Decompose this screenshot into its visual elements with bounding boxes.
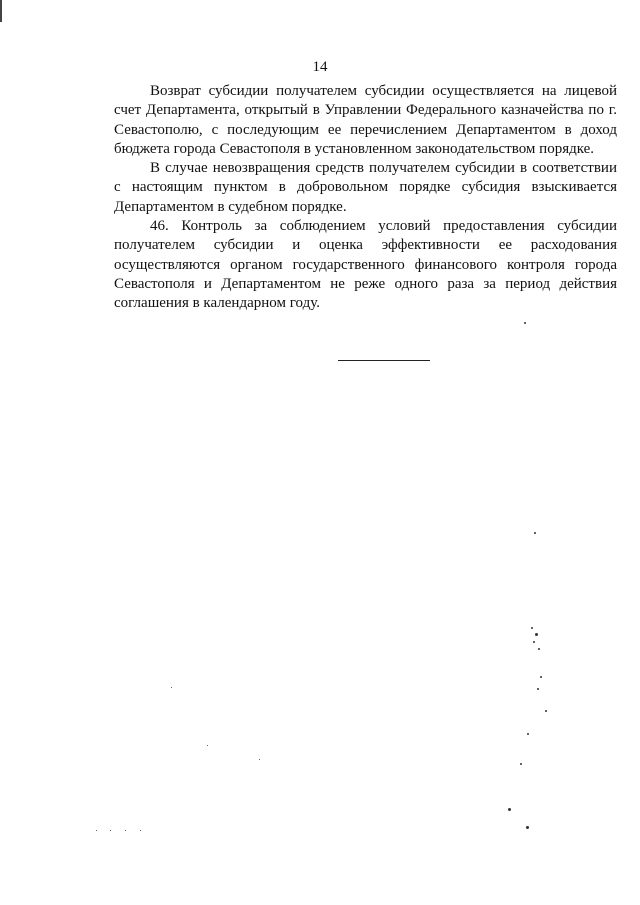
scan-speck — [540, 676, 542, 678]
scan-speck — [535, 633, 538, 636]
page-number: 14 — [312, 59, 328, 75]
document-body — [114, 82, 617, 314]
paragraph-non-return: В случае невозвращения средств получателем субсидии в соответствии с настоящим пунктом в добровольном порядке субсидия взыскивается Департаментом в судебном порядке. — [114, 160, 617, 215]
scan-speck — [171, 687, 172, 688]
scan-speck — [140, 830, 141, 831]
paragraph-subsidy-return: Возврат субсидии получателем субсидии осуществляется на лицевой счет Департамента, открытый в Управлении Федерального казначейства по г. Севастополю, с последующим ее перечислением Департаментом в доход бюджета города Севастополя в установленном законодательством порядке. — [114, 83, 617, 157]
scan-speck — [534, 532, 536, 534]
scan-speck — [538, 648, 540, 650]
scan-speck — [524, 322, 526, 324]
scan-edge-mark — [0, 0, 2, 22]
scan-speck — [96, 830, 97, 831]
scan-speck — [520, 763, 522, 765]
scan-speck — [531, 627, 533, 629]
scan-speck — [533, 641, 535, 643]
scan-speck — [545, 710, 547, 712]
end-of-text-rule — [338, 360, 430, 361]
scan-speck — [537, 688, 539, 690]
scan-speck — [259, 759, 260, 760]
scan-speck — [527, 733, 529, 735]
paragraph-control-46: 46. Контроль за соблюдением условий предоставления субсидии получателем субсидии и оценка эффективности ее расходования осуществляются органом государственного финансового контроля города Севастополя и Департаментом не реже одного раза за период действия соглашения в календарном году. — [114, 218, 617, 312]
scan-speck — [125, 830, 126, 831]
scan-speck — [508, 808, 511, 811]
scan-speck — [207, 745, 208, 746]
scan-speck — [526, 826, 529, 829]
scan-speck — [110, 830, 111, 831]
